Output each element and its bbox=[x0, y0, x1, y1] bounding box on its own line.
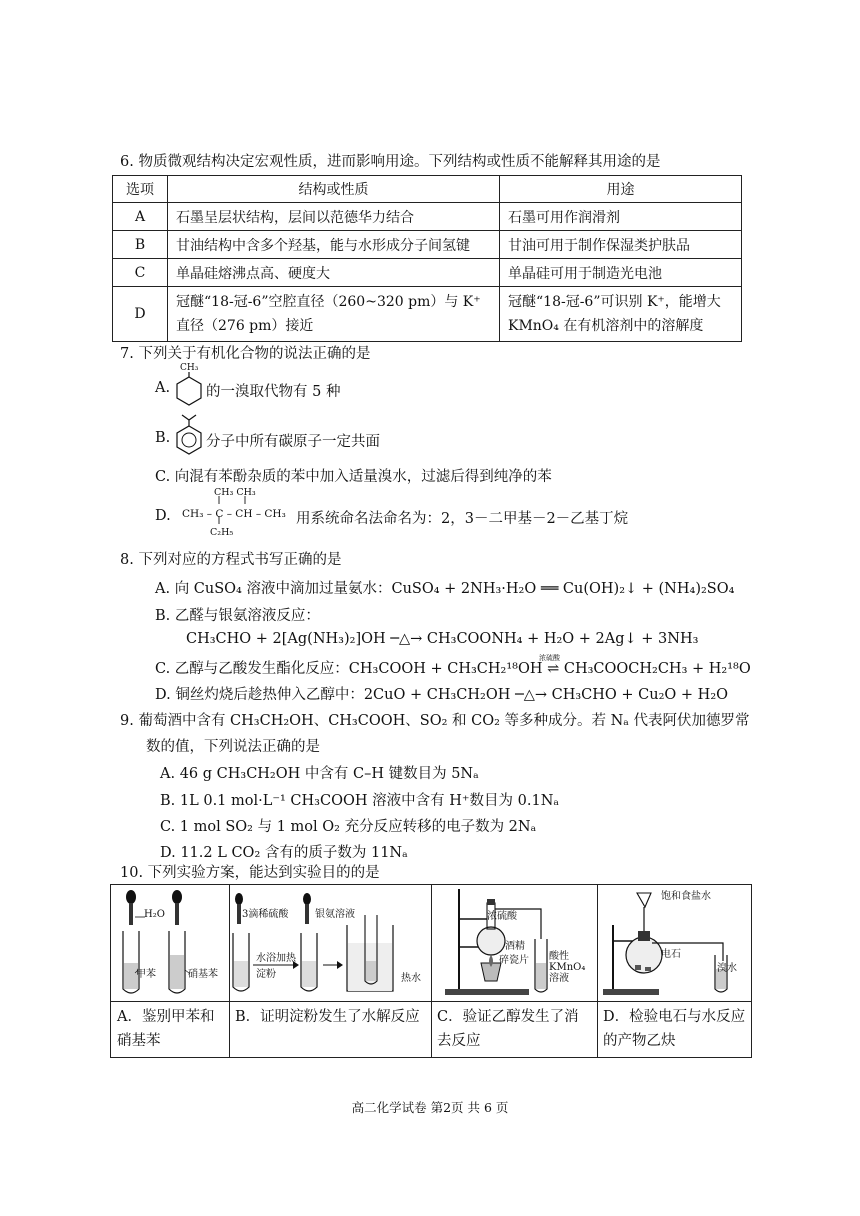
table-row bbox=[113, 259, 742, 287]
q7-option-a-text: 的一溴取代物有 5 种 bbox=[206, 384, 341, 400]
row-structure: 甘油结构中含多个羟基，能与水形成分子间氢键 bbox=[168, 231, 500, 259]
row-use bbox=[500, 287, 742, 342]
q10-experiment-table bbox=[110, 884, 752, 1058]
q7-option-c: C. 向混有苯酚杂质的苯中加入适量溴水，过滤后得到纯净的苯 bbox=[155, 469, 552, 485]
label-silver-ammonia: 银氨溶液 bbox=[315, 909, 355, 920]
q9-option-a: A. 46 g CH₃CH₂OH 中含有 C–H 键数目为 5Nₐ bbox=[160, 766, 479, 782]
label-hot-water: 热水 bbox=[401, 973, 421, 984]
row-option: C bbox=[113, 259, 168, 287]
cumene-structure bbox=[174, 412, 208, 456]
caption-b: B．证明淀粉发生了水解反应 bbox=[235, 1009, 420, 1025]
row-structure: 石墨呈层状结构，层间以范德华力结合 bbox=[168, 203, 500, 231]
methylcyclohexane-structure bbox=[174, 372, 204, 408]
table-row bbox=[113, 203, 742, 231]
q9-stem-line1: 9. 葡萄酒中含有 CH₃CH₂OH、CH₃COOH、SO₂ 和 CO₂ 等多种成分。若 Nₐ 代表阿伏加德罗常 bbox=[120, 713, 750, 729]
table-header-row bbox=[113, 176, 742, 203]
caption-a: A．鉴别甲苯和硝基苯 bbox=[117, 1009, 215, 1049]
q7-d-top-groups: CH₃ CH₃ bbox=[214, 487, 256, 498]
row-option: A bbox=[113, 203, 168, 231]
header-structure: 结构或性质 bbox=[168, 176, 500, 203]
q7-stem: 7. 下列关于有机化合物的说法正确的是 bbox=[120, 346, 371, 362]
label-h2o: H₂O bbox=[144, 909, 165, 920]
experiment-divider bbox=[111, 1001, 751, 1002]
row-use: 石墨可用作润滑剂 bbox=[500, 203, 742, 231]
table-row bbox=[113, 287, 742, 342]
row-structure: 单晶硅熔沸点高、硬度大 bbox=[168, 259, 500, 287]
q6-stem: 6. 物质微观结构决定宏观性质，进而影响用途。下列结构或性质不能解释其用途的是 bbox=[120, 154, 661, 170]
row-option: B bbox=[113, 231, 168, 259]
q8-stem: 8. 下列对应的方程式书写正确的是 bbox=[120, 552, 342, 568]
row-use: 甘油可用于制作保湿类护肤品 bbox=[500, 231, 742, 259]
q8-option-a: A. 向 CuSO₄ 溶液中滴加过量氨水：CuSO₄ + 2NH₃·H₂O ══ Cu(OH)₂↓ + (NH₄)₂SO₄ bbox=[155, 581, 735, 597]
q8-option-c: C. 乙醇与乙酸发生酯化反应：CH₃COOH + CH₃CH₂¹⁸OH ⇌ CH₃COOCH₂CH₃ + H₂¹⁸O bbox=[155, 661, 751, 677]
q7-option-b-text: 分子中所有碳原子一定共面 bbox=[206, 434, 380, 450]
q7-option-b-label: B. bbox=[155, 430, 171, 446]
q9-stem-line2: 数的值，下列说法正确的是 bbox=[146, 739, 320, 755]
table-row bbox=[113, 231, 742, 259]
label-bromine-water: 溴水 bbox=[717, 963, 737, 974]
row-structure bbox=[168, 287, 500, 342]
caption-d: D．检验电石与水反应的产物乙炔 bbox=[603, 1009, 746, 1049]
q7-d-ethyl: C₂H₅ bbox=[210, 527, 234, 538]
row-structure-line2: 直径（276 pm）接近 bbox=[176, 318, 314, 334]
experiment-d-diagram bbox=[597, 885, 751, 1001]
row-use-line1: 冠醚“18-冠-6”可识别 K⁺，能增大 bbox=[508, 294, 721, 310]
q7-option-a-label: A. bbox=[155, 380, 171, 396]
row-structure-line1: 冠醚“18-冠-6”空腔直径（260~320 pm）与 K⁺ bbox=[176, 294, 481, 310]
q8-option-d: D. 铜丝灼烧后趁热伸入乙醇中：2CuO + CH₃CH₂OH ─△→ CH₃CHO + Cu₂O + H₂O bbox=[155, 687, 729, 703]
label-nitrobenzene: 硝基苯 bbox=[188, 969, 218, 980]
label-dilute-sulfuric-acid: 3滴稀硫酸 bbox=[242, 909, 289, 920]
page-footer: 高二化学试卷 第2页 共 6 页 bbox=[351, 1100, 509, 1115]
row-use-line2: KMnO₄ 在有机溶剂中的溶解度 bbox=[508, 318, 704, 334]
experiment-a-diagram bbox=[111, 885, 229, 1001]
label-acidic-kmno4: 酸性 KMnO₄ 溶液 bbox=[549, 951, 586, 984]
header-use: 用途 bbox=[500, 176, 742, 203]
caption-c: C．验证乙醇发生了消去反应 bbox=[437, 1009, 579, 1049]
q7-option-d-text: 用系统命名法命名为：2，3－二甲基－2－乙基丁烷 bbox=[296, 511, 629, 527]
label-toluene: 甲苯 bbox=[136, 969, 156, 980]
row-use: 单晶硅可用于制造光电池 bbox=[500, 259, 742, 287]
label-ethanol: 酒精 bbox=[505, 941, 525, 952]
q7-ch3-label: CH₃ bbox=[180, 363, 199, 373]
label-saturated-brine: 饱和食盐水 bbox=[661, 891, 711, 902]
label-calcium-carbide: 电石 bbox=[661, 949, 681, 960]
q9-option-d: D. 11.2 L CO₂ 含有的质子数为 11Nₐ bbox=[160, 845, 408, 861]
q7-option-d-label: D. bbox=[155, 508, 171, 524]
q8-c-condition: 浓硫酸 bbox=[539, 654, 560, 662]
q8-option-b-equation: CH₃CHO + 2[Ag(NH₃)₂]OH ─△→ CH₃COONH₄ + H₂O + 2Ag↓ + 3NH₃ bbox=[186, 631, 699, 647]
row-option: D bbox=[113, 287, 168, 342]
q9-option-b: B. 1L 0.1 mol·L⁻¹ CH₃COOH 溶液中含有 H⁺数目为 0.1Nₐ bbox=[160, 793, 559, 809]
q8-option-b: B. 乙醛与银氨溶液反应： bbox=[155, 608, 320, 624]
q7-d-main-chain: CH₃ – C – CH – CH₃ bbox=[182, 508, 286, 520]
label-porcelain-chips: 碎瓷片 bbox=[499, 955, 529, 966]
header-option: 选项 bbox=[113, 176, 168, 203]
label-starch: 淀粉 bbox=[256, 969, 276, 980]
q10-stem: 10. 下列实验方案，能达到实验目的的是 bbox=[120, 865, 380, 881]
label-water-bath: 水浴加热 bbox=[256, 953, 296, 964]
q9-option-c: C. 1 mol SO₂ 与 1 mol O₂ 充分反应转移的电子数为 2Nₐ bbox=[160, 819, 537, 835]
q6-table bbox=[112, 175, 742, 342]
label-concentrated-sulfuric-acid: 浓硫酸 bbox=[487, 911, 517, 922]
